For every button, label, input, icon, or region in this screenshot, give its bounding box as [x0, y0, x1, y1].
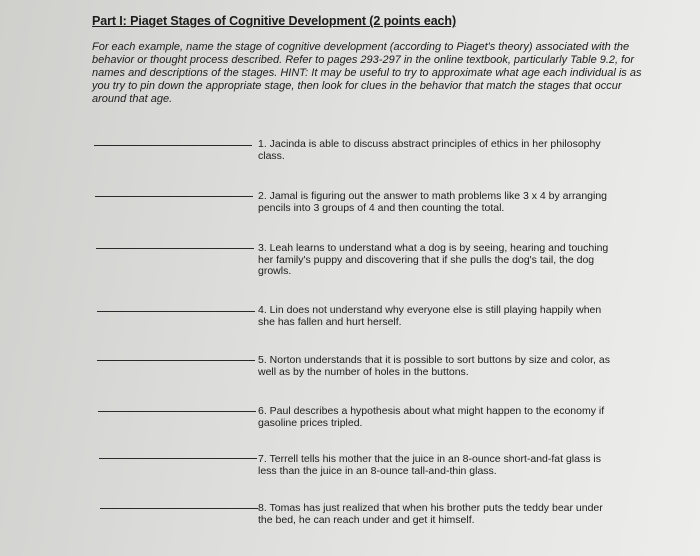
- question-3: 3. Leah learns to understand what a dog is by seeing, hearing and touching her family's puppy and discovering that if she pulls the dog's tail, the dog growls.: [258, 242, 609, 277]
- question-4: 4. Lin does not understand why everyone else is still playing happily when she has fallen and hurt herself.: [258, 304, 602, 328]
- answer-blank-3[interactable]: [96, 248, 254, 249]
- answer-blank-1[interactable]: [94, 145, 252, 146]
- question-1: 1. Jacinda is able to discuss abstract principles of ethics in her philosophy class.: [258, 138, 601, 162]
- answer-blank-8[interactable]: [100, 508, 258, 509]
- question-7: 7. Terrell tells his mother that the juice in an 8-ounce short-and-fat glass is less than the juice in an 8-ounce tall-and-thin glass.: [258, 453, 601, 477]
- section-title: Part I: Piaget Stages of Cognitive Development (2 points each): [92, 14, 457, 28]
- question-2: 2. Jamal is figuring out the answer to math problems like 3 x 4 by arranging pencils into 3 groups of 4 and then counting the total.: [258, 190, 608, 214]
- answer-blank-7[interactable]: [99, 458, 257, 459]
- answer-blank-4[interactable]: [97, 311, 255, 312]
- question-6: 6. Paul describes a hypothesis about what might happen to the economy if gasoline prices tripled.: [258, 405, 605, 429]
- instructions-paragraph: For each example, name the stage of cognitive development (according to Piaget's theory) associated with the behavior or thought process described. Refer to pages 293-297 in the online textbook, particularly Table 9.2, for names and descriptions of the stages. HINT: It may be useful to try to approximate what age each individual is as you try to pin down the appropriate stage, then look for clues in the behavior that match the stages that occur around that age.: [92, 41, 642, 105]
- question-5: 5. Norton understands that it is possible to sort buttons by size and color, as well as by the number of holes in the buttons.: [258, 354, 610, 378]
- question-8: 8. Tomas has just realized that when his brother puts the teddy bear under the bed, he can reach under and get it himself.: [258, 502, 603, 526]
- answer-blank-5[interactable]: [97, 360, 255, 361]
- answer-blank-6[interactable]: [98, 411, 256, 412]
- answer-blank-2[interactable]: [95, 196, 253, 197]
